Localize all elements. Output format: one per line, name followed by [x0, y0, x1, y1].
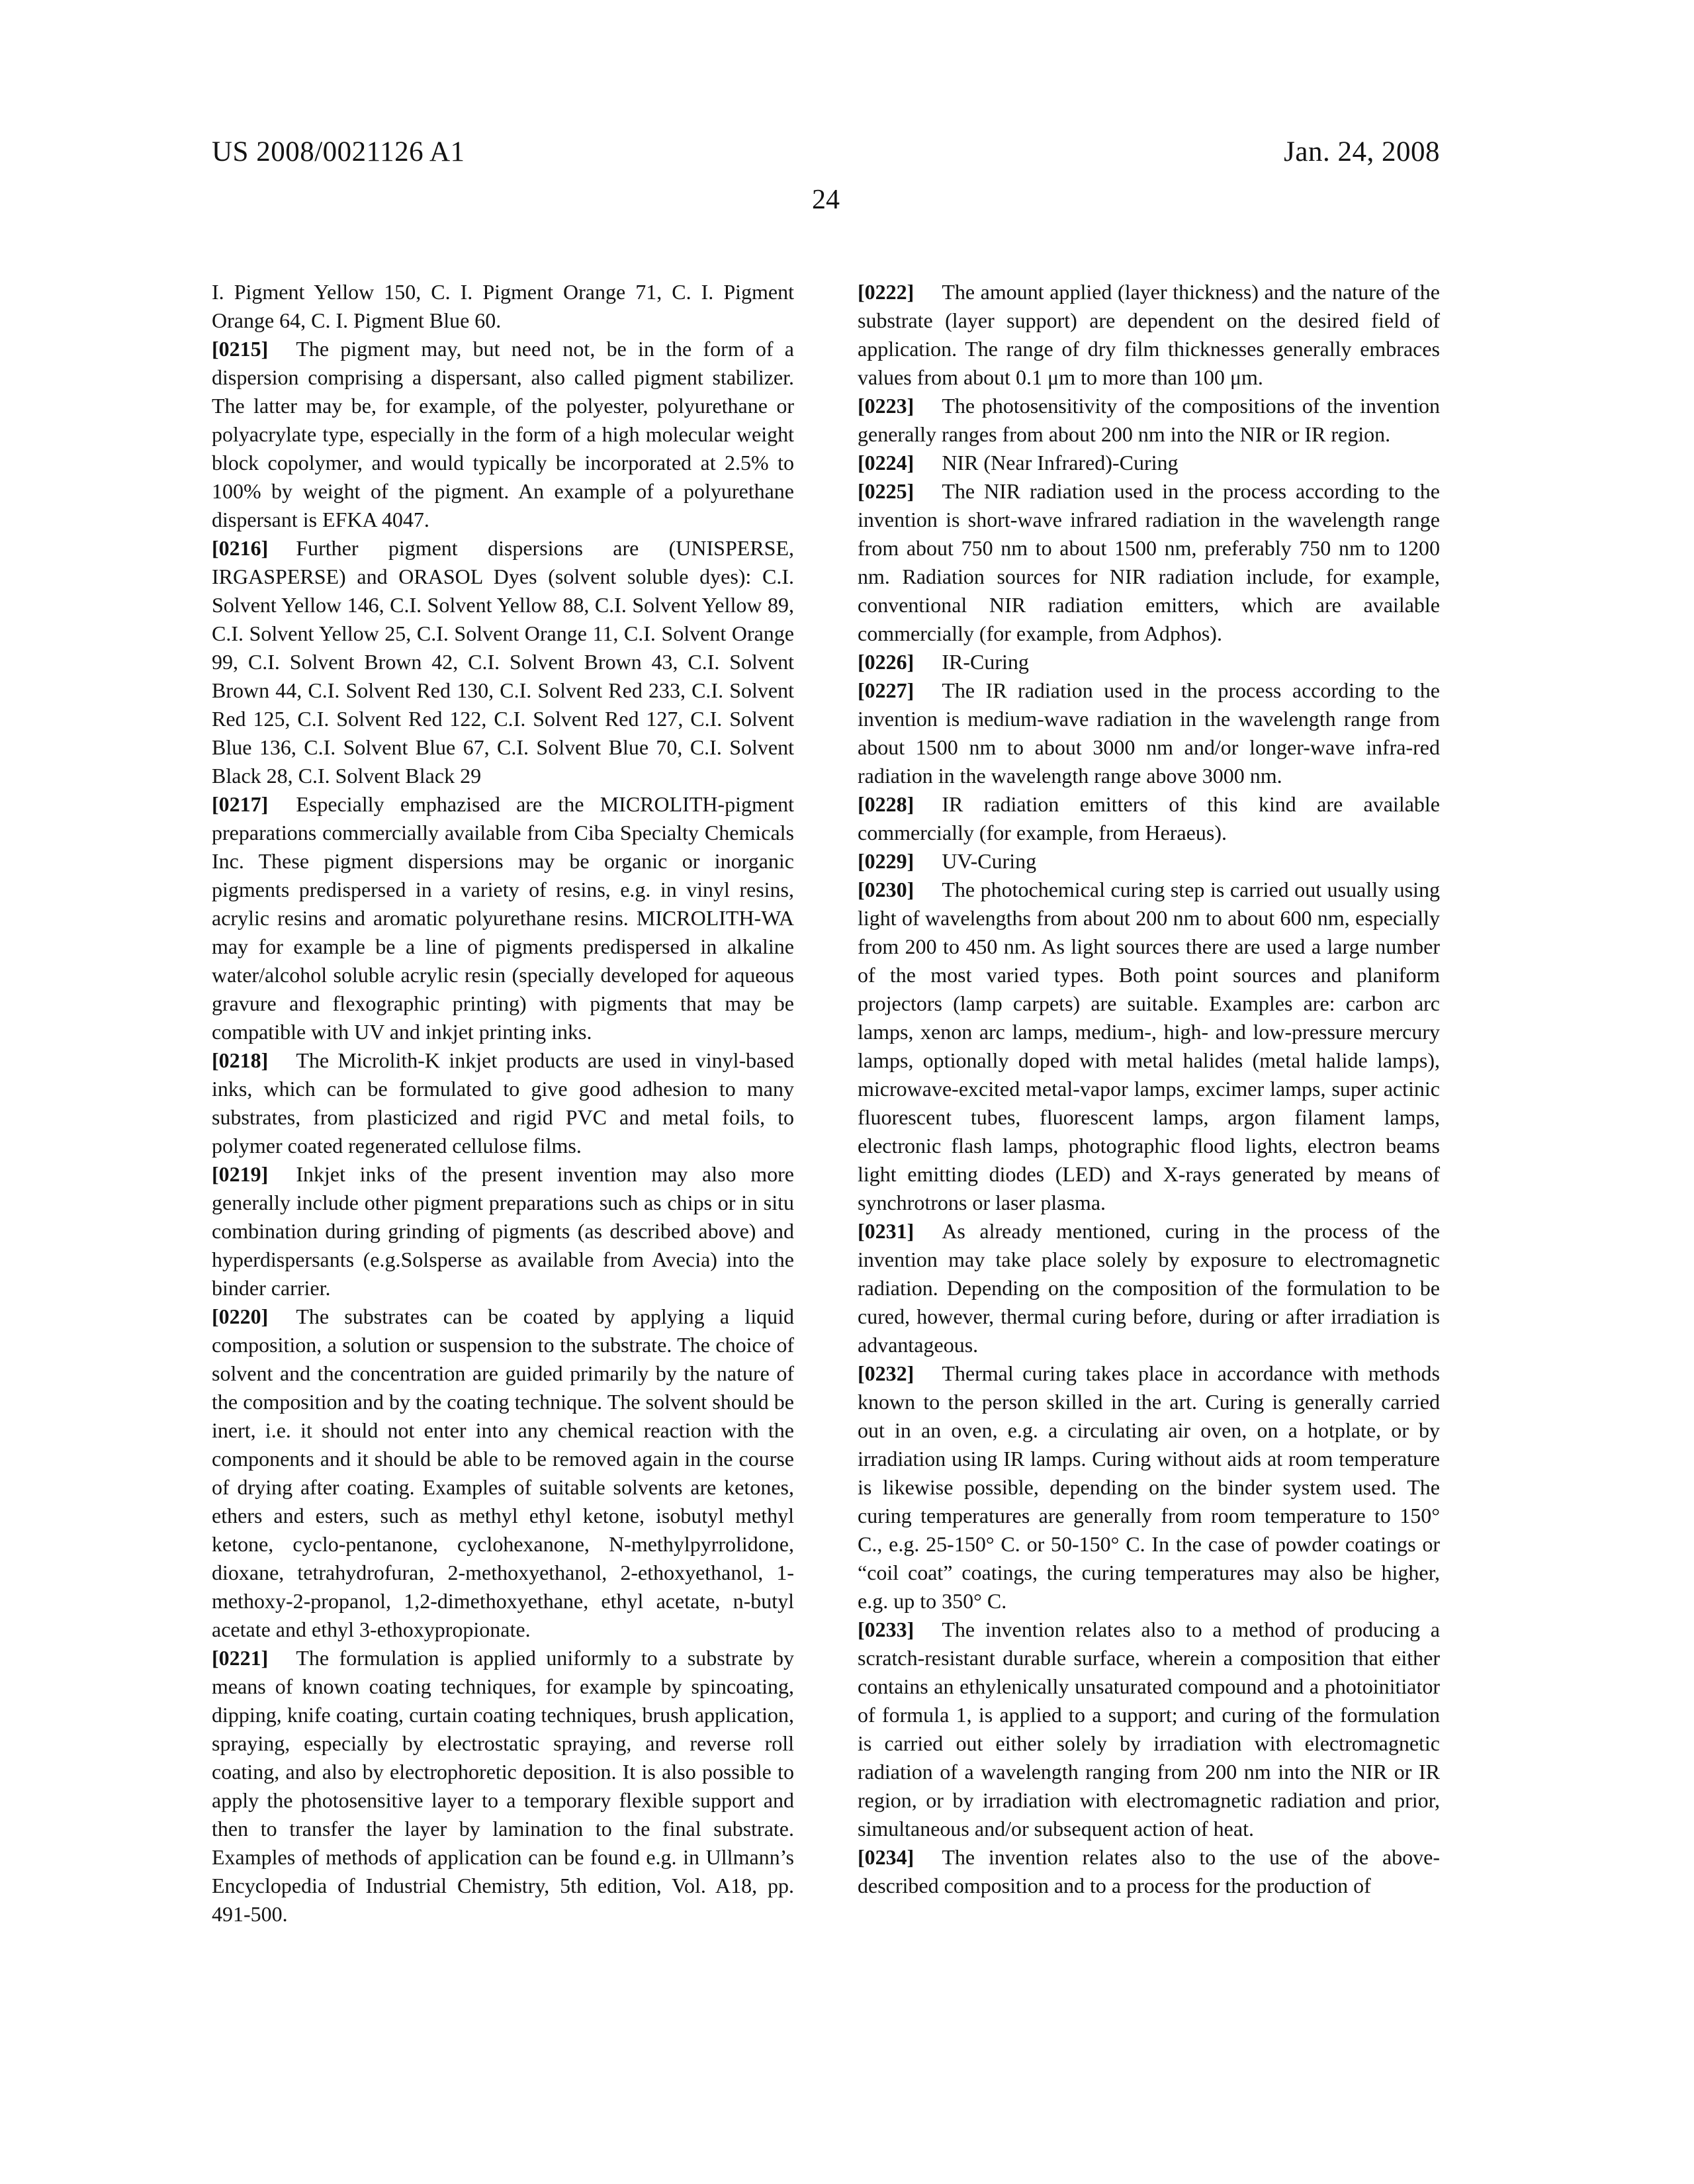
paragraph	[212, 1160, 794, 1302]
paragraph-text: The photosensitivity of the compositions of the invention generally ranges from about 200 nm into the NIR or IR region.	[858, 394, 1440, 446]
paragraph-text: Inkjet inks of the present invention may also more generally include other pigment preparations such as chips or in situ combination during grinding of pigments (as described above) and hyperdispersants (e.g.Solsperse as available from Avecia) into the binder carrier.	[212, 1162, 794, 1300]
paragraph	[212, 790, 794, 1046]
paragraph-text: IR-Curing	[942, 650, 1029, 674]
paragraph-number: [0229]	[858, 849, 914, 873]
paragraph-text: Thermal curing takes place in accordance with methods known to the person skilled in the art. Curing is generally carried out in an oven, e.g. a circulating air oven, on a hotplate, or by irradiation using IR lamps. Curing without aids at room temperature is likewise possible, depending on the binder system used. The curing temperatures are generally from room temperature to 150° C., e.g. 25-150° C. or 50-150° C. In the case of powder coatings or “coil coat” coatings, the curing temperatures may also be higher, e.g. up to 350° C.	[858, 1361, 1440, 1613]
paragraph-text: IR radiation emitters of this kind are available commercially (for example, from Heraeus).	[858, 792, 1440, 844]
paragraph-text: The invention relates also to the use of the above-described composition and to a process for the production of	[858, 1845, 1440, 1897]
publication-date: Jan. 24, 2008	[1284, 136, 1440, 167]
paragraph	[212, 534, 794, 790]
paragraph-number: [0233]	[858, 1617, 914, 1641]
paragraph	[858, 676, 1440, 790]
paragraph-number: [0221]	[212, 1646, 269, 1670]
paragraph	[212, 1046, 794, 1160]
paragraph-number: [0219]	[212, 1162, 269, 1186]
right-column	[858, 278, 1440, 1929]
page-body	[212, 278, 1440, 1929]
paragraph	[858, 1615, 1440, 1843]
paragraph	[858, 1359, 1440, 1615]
paragraph-text: UV-Curing	[942, 849, 1037, 873]
paragraph-number: [0225]	[858, 479, 914, 503]
paragraph-number: [0216]	[212, 536, 269, 560]
paragraph-number: [0231]	[858, 1219, 914, 1243]
paragraph-text: As already mentioned, curing in the process of the invention may take place solely by exposure to electromagnetic radiation. Depending on the composition of the formulation to be cured, however, thermal curing before, during or after irradiation is advantageous.	[858, 1219, 1440, 1357]
paragraph-text: The formulation is applied uniformly to a substrate by means of known coating techniques, for example by spincoating, dipping, knife coating, curtain coating techniques, brush application, spraying, especially by electrostatic spraying, and reverse roll coating, and also by electrophoretic deposition. It is also possible to apply the photosensitive layer to a temporary flexible support and then to transfer the layer by lamination to the final substrate. Examples of methods of application can be found e.g. in Ullmann’s Encyclopedia of Industrial Chemistry, 5th edition, Vol. A18, pp. 491-500.	[212, 1646, 794, 1926]
paragraph-number: [0218]	[212, 1048, 269, 1072]
paragraph	[858, 477, 1440, 648]
page-header	[212, 136, 1440, 168]
paragraph-text: The Microlith-K inkjet products are used in vinyl-based inks, which can be formulated to give good adhesion to many substrates, from plasticized and rigid PVC and metal foils, to polymer coated regenerated cellulose films.	[212, 1048, 794, 1158]
paragraph-number: [0217]	[212, 792, 269, 816]
paragraph	[858, 648, 1440, 676]
paragraph-text: NIR (Near Infrared)-Curing	[942, 451, 1179, 475]
paragraph-number: [0226]	[858, 650, 914, 674]
paragraph	[858, 278, 1440, 392]
paragraph-text: The photochemical curing step is carried out usually using light of wavelengths from about 200 nm to about 600 nm, especially from 200 to 450 nm. As light sources there are used a large number of the most varied types. Both point sources and planiform projectors (lamp carpets) are suitable. Examples are: carbon arc lamps, xenon arc lamps, medium-, high- and low-pressure mercury lamps, optionally doped with metal halides (metal halide lamps), microwave-excited metal-vapor lamps, excimer lamps, super actinic fluorescent tubes, fluorescent lamps, argon filament lamps, electronic flash lamps, photographic flood lights, electron beams light emitting diodes (LED) and X-rays generated by means of synchrotrons or laser plasma.	[858, 878, 1440, 1214]
paragraph	[858, 1843, 1440, 1900]
paragraph	[212, 335, 794, 534]
left-column	[212, 278, 794, 1929]
paragraph-text: I. Pigment Yellow 150, C. I. Pigment Orange 71, C. I. Pigment Orange 64, C. I. Pigment Blue 60.	[212, 280, 794, 332]
paragraph-number: [0227]	[858, 678, 914, 702]
paragraph-text: The pigment may, but need not, be in the form of a dispersion comprising a dispersant, also called pigment stabilizer. The latter may be, for example, of the polyester, polyurethane or polyacrylate type, especially in the form of a high molecular weight block copolymer, and would typically be incorporated at 2.5% to 100% by weight of the pigment. An example of a polyurethane dispersant is EFKA 4047.	[212, 337, 794, 531]
paragraph	[212, 1644, 794, 1929]
publication-number: US 2008/0021126 A1	[212, 136, 465, 167]
paragraph	[858, 449, 1440, 477]
paragraph	[858, 790, 1440, 847]
paragraph-text: The NIR radiation used in the process according to the invention is short-wave infrared radiation in the wavelength range from about 750 nm to about 1500 nm, preferably 750 nm to 1200 nm. Radiation sources for NIR radiation include, for example, conventional NIR radiation emitters, which are available commercially (for example, from Adphos).	[858, 479, 1440, 645]
paragraph-number: [0222]	[858, 280, 914, 304]
paragraph-text: The invention relates also to a method of producing a scratch-resistant durable surface, wherein a composition that either contains an ethylenically unsaturated compound and a photoinitiator of formula 1, is applied to a support; and curing of the formulation is carried out either solely by irradiation with electromagnetic radiation of a wavelength ranging from 200 nm into the NIR or IR region, or by irradiation with electromagnetic radiation and prior, simultaneous and/or subsequent action of heat.	[858, 1617, 1440, 1841]
paragraph-number: [0220]	[212, 1304, 269, 1328]
paragraph-number: [0230]	[858, 878, 914, 901]
paragraph	[212, 1302, 794, 1644]
paragraph-text: Especially emphazised are the MICROLITH-pigment preparations commercially available from Ciba Specialty Chemicals Inc. These pigment dispersions may be organic or inorganic pigments predispersed in a variety of resins, e.g. in vinyl resins, acrylic resins and aromatic polyurethane resins. MICROLITH-WA may for example be a line of pigments predispersed in alkaline water/alcohol soluble acrylic resin (specially developed for aqueous gravure and flexographic printing) with pigments that may be compatible with UV and inkjet printing inks.	[212, 792, 794, 1044]
paragraph-number: [0223]	[858, 394, 914, 418]
paragraph	[858, 1217, 1440, 1359]
paragraph-number: [0224]	[858, 451, 914, 475]
page-number: 24	[812, 185, 840, 215]
paragraph-text: The IR radiation used in the process according to the invention is medium-wave radiation in the wavelength range from about 1500 nm to about 3000 nm and/or longer-wave infra-red radiation in the wavelength range above 3000 nm.	[858, 678, 1440, 788]
paragraph	[858, 392, 1440, 449]
paragraph	[858, 876, 1440, 1217]
paragraph-text: Further pigment dispersions are (UNISPERSE, IRGASPERSE) and ORASOL Dyes (solvent soluble dyes): C.I. Solvent Yellow 146, C.I. Solvent Yellow 88, C.I. Solvent Yellow 89, C.I. Solvent Yellow 25, C.I. Solvent Orange 11, C.I. Solvent Orange 99, C.I. Solvent Brown 42, C.I. Solvent Brown 43, C.I. Solvent Brown 44, C.I. Solvent Red 130, C.I. Solvent Red 233, C.I. Solvent Red 125, C.I. Solvent Red 122, C.I. Solvent Red 127, C.I. Solvent Blue 136, C.I. Solvent Blue 67, C.I. Solvent Blue 70, C.I. Solvent Black 28, C.I. Solvent Black 29	[212, 536, 794, 788]
paragraph-number: [0234]	[858, 1845, 914, 1869]
paragraph-text: The amount applied (layer thickness) and the nature of the substrate (layer support) are dependent on the desired field of application. The range of dry film thicknesses generally embraces values from about 0.1 μm to more than 100 μm.	[858, 280, 1440, 389]
paragraph	[212, 278, 794, 335]
paragraph	[858, 847, 1440, 876]
paragraph-number: [0228]	[858, 792, 914, 816]
paragraph-text: The substrates can be coated by applying a liquid composition, a solution or suspension to the substrate. The choice of solvent and the concentration are guided primarily by the nature of the composition and by the coating technique. The solvent should be inert, i.e. it should not enter into any chemical reaction with the components and it should be able to be removed again in the course of drying after coating. Examples of suitable solvents are ketones, ethers and esters, such as methyl ethyl ketone, isobutyl methyl ketone, cyclo-pentanone, cyclohexanone, N-methylpyrrolidone, dioxane, tetrahydrofuran, 2-methoxyethanol, 2-ethoxyethanol, 1-methoxy-2-propanol, 1,2-dimethoxyethane, ethyl acetate, n-butyl acetate and ethyl 3-ethoxypropionate.	[212, 1304, 794, 1641]
paragraph-number: [0215]	[212, 337, 269, 361]
paragraph-number: [0232]	[858, 1361, 914, 1385]
